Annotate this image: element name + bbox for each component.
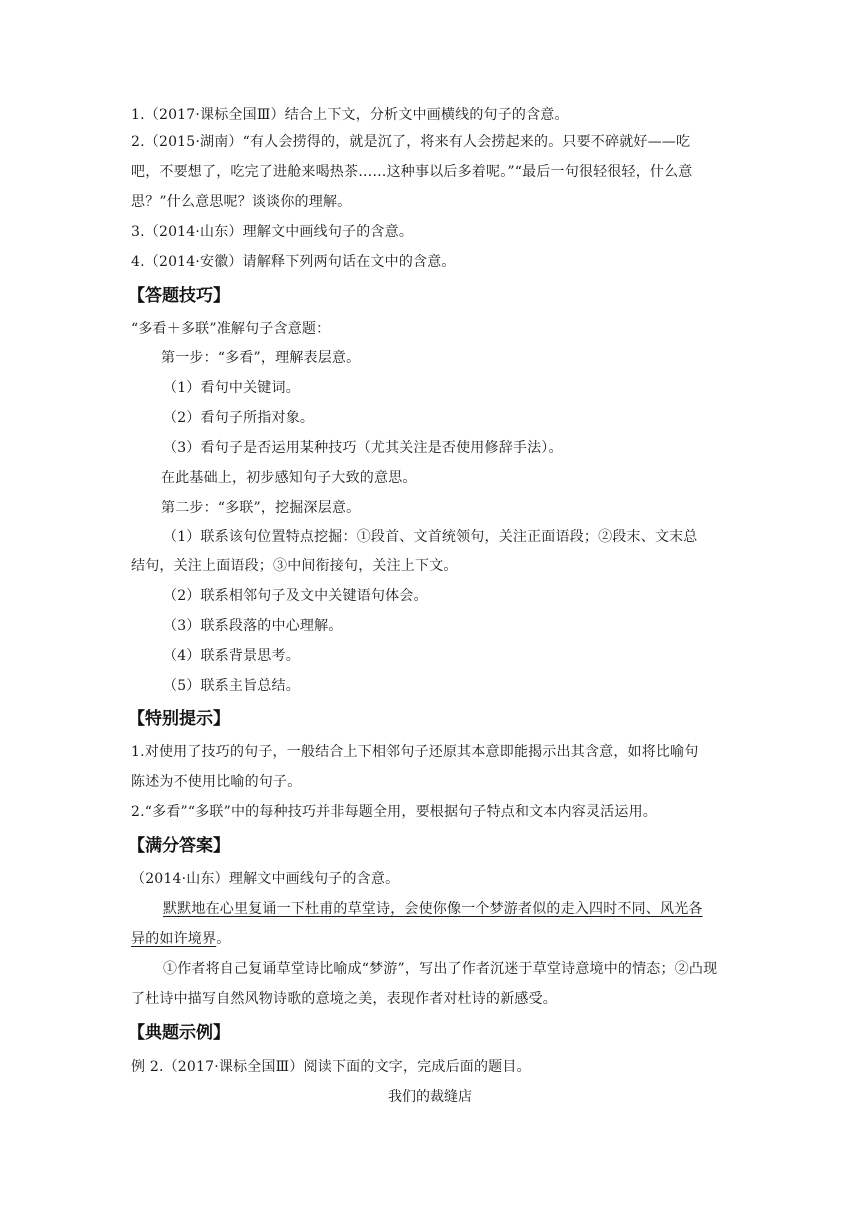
tips-step-2: 第二步：“多联”，挖掘深层意。 bbox=[161, 500, 361, 516]
tips-step-1-item-1: （1）看句中关键词。 bbox=[163, 380, 300, 396]
underlined-quote-end: 异的如许境界 bbox=[131, 931, 217, 947]
notice-line-2: 陈述为不使用比喻的句子。 bbox=[131, 774, 302, 790]
tips-step-2-item-1-line-1: （1）联系该句位置特点挖掘：①段首、文首统领句，关注正面语段；②段末、文末总 bbox=[163, 529, 698, 545]
question-2-line-2: 吧，不要想了，吃完了进舱来喝热茶……这种事以后多着呢。”“最后一句很轻很轻，什么意 bbox=[131, 164, 693, 180]
answer-explain-line-1: ①作者将自己复诵草堂诗比喻成“梦游”，写出了作者沉迷于草堂诗意境中的情态；②凸现 bbox=[163, 961, 718, 977]
underlined-quote: 默默地在心里复诵一下杜甫的草堂诗，会使你像一个梦游者似的走入四时不同、风光各 bbox=[163, 901, 703, 917]
answer-question: （2014·山东）理解文中画线句子的含意。 bbox=[131, 871, 400, 887]
answer-quote-line-2 bbox=[131, 924, 731, 954]
example-line: 例 2.（2017·课标全国Ⅲ）阅读下面的文字，完成后面的题目。 bbox=[131, 1059, 531, 1075]
tips-step-1-summary: 在此基础上，初步感知句子大致的意思。 bbox=[161, 470, 417, 486]
notice-line-3: 2.“多看”“多联”中的每种技巧并非每题全用，要根据句子特点和文本内容灵活运用。 bbox=[131, 804, 657, 820]
quote-period: 。 bbox=[216, 931, 231, 947]
tips-step-2-item-5: （5）联系主旨总结。 bbox=[163, 678, 300, 694]
question-2-line-3: 思？”什么意思呢？谈谈你的理解。 bbox=[131, 194, 352, 210]
tips-intro: “多看＋多联”准解句子含意题： bbox=[131, 321, 331, 337]
question-3: 3.（2014·山东）理解文中画线句子的含意。 bbox=[131, 224, 414, 240]
answer-explain-line-2: 了杜诗中描写自然风物诗歌的意境之美，表现作者对杜诗的新感受。 bbox=[131, 991, 557, 1007]
section-heading-tips: 【答题技巧】 bbox=[128, 286, 230, 306]
tips-step-2-item-1-line-2: 结句，关注上面语段；③中间衔接句，关注上下文。 bbox=[131, 558, 458, 574]
tips-step-2-item-3: （3）联系段落的中心理解。 bbox=[163, 618, 343, 634]
section-heading-answer: 【满分答案】 bbox=[128, 836, 230, 856]
notice-line-1: 1.对使用了技巧的句子，一般结合上下相邻句子还原其本意即能揭示出其含意，如将比喻句 bbox=[131, 744, 699, 760]
question-2-line-1: 2.（2015·湖南）“有人会捞得的，就是沉了，将来有人会捞起来的。只要不碎就好——吃 bbox=[131, 134, 691, 150]
tips-step-2-item-2: （2）联系相邻句子及文中关键语句体会。 bbox=[163, 588, 428, 604]
question-1: 1.（2017·课标全国Ⅲ）结合上下文，分析文中画横线的句子的含意。 bbox=[131, 107, 569, 123]
section-heading-example: 【典题示例】 bbox=[128, 1023, 230, 1043]
section-heading-notice: 【特别提示】 bbox=[128, 709, 230, 729]
tips-step-1: 第一步：“多看”，理解表层意。 bbox=[161, 350, 361, 366]
tips-step-1-item-2: （2）看句子所指对象。 bbox=[163, 410, 315, 426]
question-4: 4.（2014·安徽）请解释下列两句话在文中的含意。 bbox=[131, 254, 456, 270]
tips-step-2-item-4: （4）联系背景思考。 bbox=[163, 648, 300, 664]
answer-quote-line-1 bbox=[163, 894, 731, 924]
passage-title: 我们的裁缝店 bbox=[388, 1089, 472, 1105]
tips-step-1-item-3: （3）看句子是否运用某种技巧（尤其关注是否使用修辞手法）。 bbox=[163, 440, 563, 456]
